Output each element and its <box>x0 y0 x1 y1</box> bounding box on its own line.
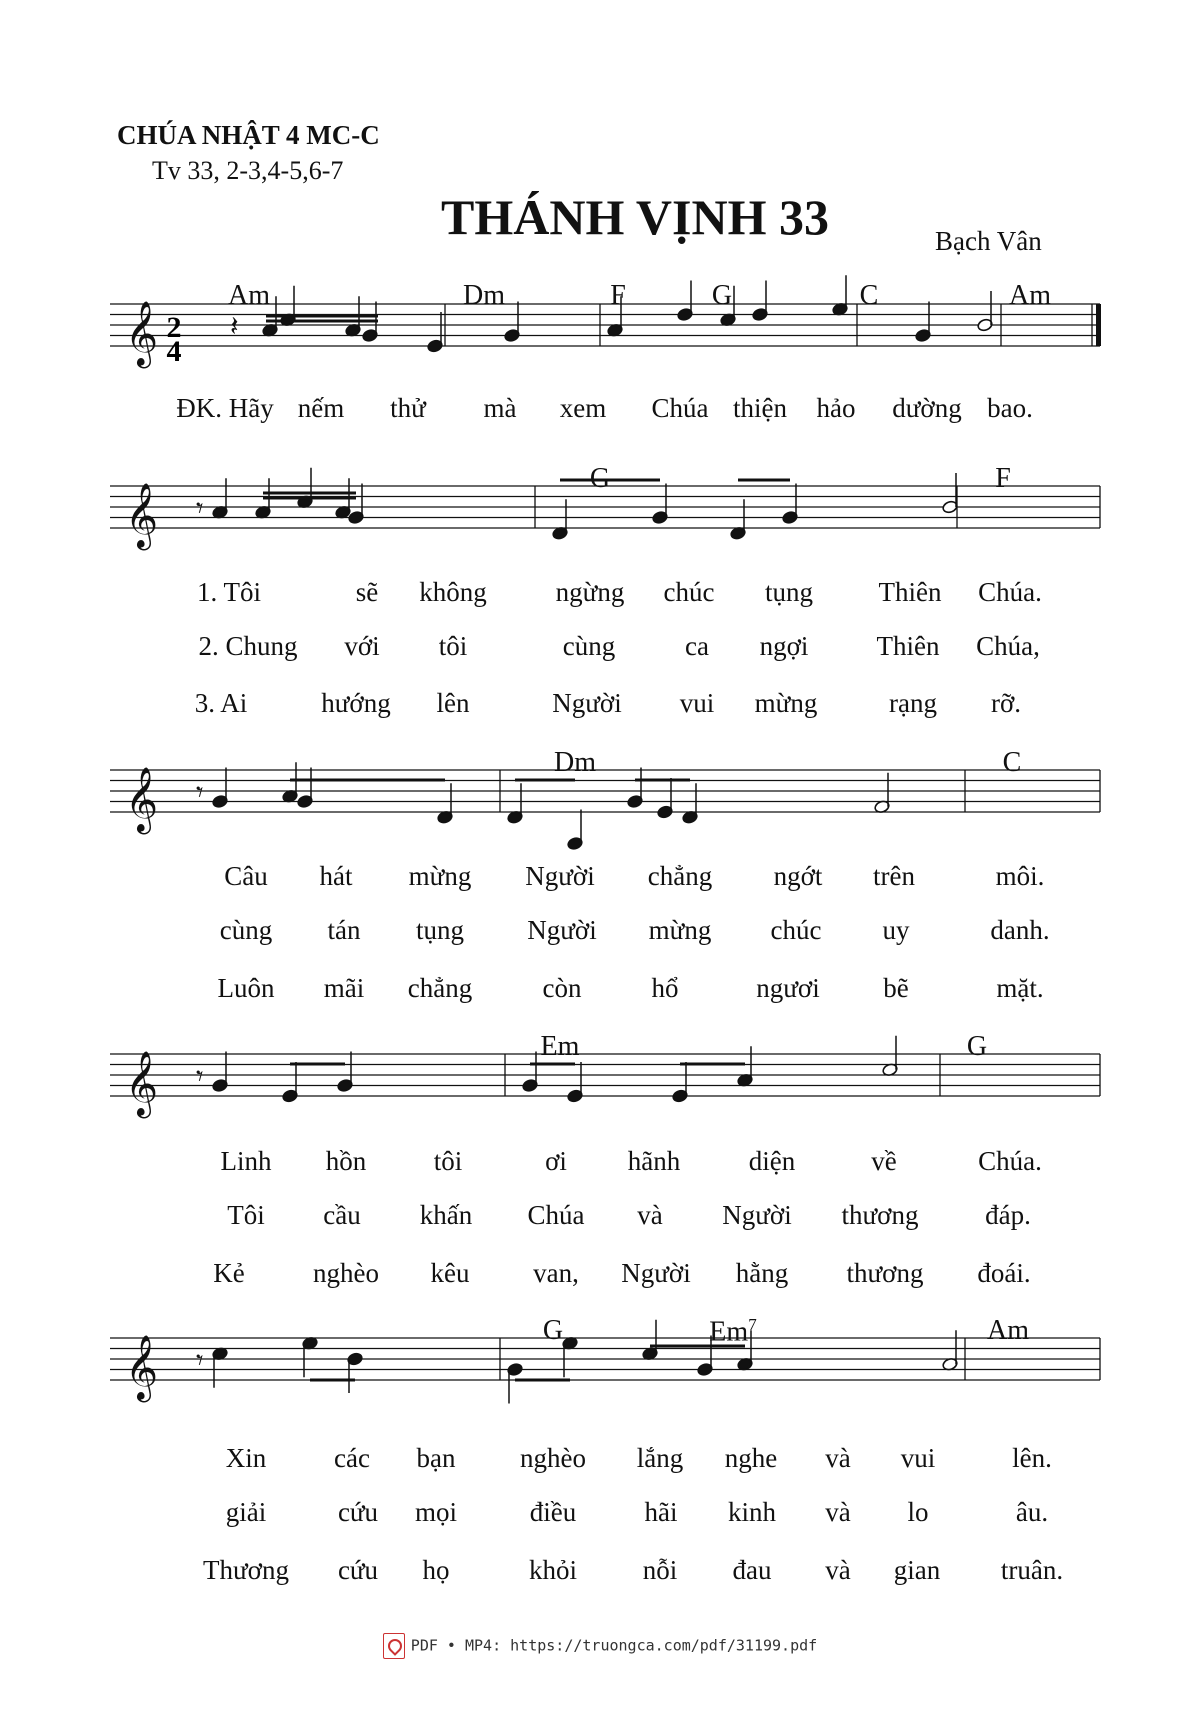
lyric-syllable: tụng <box>764 577 814 607</box>
lyric-syllable: Linh <box>220 1146 272 1176</box>
lyric-syllable: Chúa <box>527 1200 585 1230</box>
lyric-syllable: hãi <box>644 1497 678 1527</box>
lyric-syllable: cứu <box>337 1497 379 1527</box>
treble-clef-icon: 𝄞 <box>125 483 159 548</box>
lyric-syllable: Chúa <box>651 393 709 423</box>
lyric-syllable: ơi <box>545 1146 567 1176</box>
lyric-syllable: Chúa, <box>976 631 1040 661</box>
lyric-syllable: lo <box>907 1497 929 1527</box>
chord-symbol <box>543 1315 563 1347</box>
lyric-syllable: tôi <box>438 631 468 661</box>
lyric-syllable: Người <box>552 688 622 718</box>
chord-label: Am <box>987 1315 1029 1346</box>
lyric-syllable: Chúa. <box>978 577 1042 607</box>
lyric-syllable: mừng <box>408 861 472 891</box>
chord-label: Dm <box>554 747 596 778</box>
treble-clef-icon: 𝄞 <box>125 767 159 832</box>
lyric-syllable: và <box>825 1443 851 1473</box>
final-barline <box>1096 304 1101 346</box>
lyric-syllable: Xin <box>225 1443 267 1473</box>
lyric-syllable: Người <box>621 1258 691 1288</box>
lyric-syllable: bẽ <box>883 973 909 1003</box>
lyric-syllable: gian <box>893 1555 941 1585</box>
lyric-syllable: vui <box>900 1443 936 1473</box>
time-signature <box>167 311 182 368</box>
lyric-syllable: Thiên <box>878 577 942 607</box>
chord-label: G <box>711 280 733 311</box>
chord-symbol <box>995 463 1011 495</box>
rest-icon: 𝄾 <box>196 775 204 809</box>
lyric-syllable: Người <box>722 1200 792 1230</box>
lyric-syllable: âu. <box>1015 1497 1049 1527</box>
lyric-syllable: danh. <box>990 915 1050 945</box>
lyric-syllable: nghèo <box>313 1258 379 1288</box>
lyric-syllable: mừng <box>648 915 712 945</box>
lyric-syllable: 3. Ai <box>194 688 248 718</box>
lyric-syllable: bạn <box>416 1443 456 1473</box>
lyric-syllable: kêu <box>430 1258 470 1288</box>
lyric-syllable: chúc <box>770 915 822 945</box>
pdf-file-icon <box>383 1633 405 1659</box>
lyric-syllable: Thiên <box>876 631 940 661</box>
lyric-syllable: uy <box>882 915 910 945</box>
lyric-syllable: kinh <box>727 1497 777 1527</box>
lyric-syllable: đáp. <box>985 1200 1031 1230</box>
lyric-syllable: rạng <box>889 688 937 718</box>
chord-symbol <box>1009 280 1051 312</box>
footer-text: PDF • MP4: https://truongca.com/pdf/31199.pdf <box>410 1636 818 1655</box>
chord-extension: 7 <box>748 1315 757 1334</box>
lyric-syllable: nếm <box>297 393 345 423</box>
occasion-label: CHÚA NHẬT 4 MC-C <box>117 120 380 150</box>
beam <box>263 480 790 498</box>
lyric-syllable: ngớt <box>773 861 823 891</box>
lyric-syllable: Luôn <box>217 973 275 1003</box>
lyric-syllable: truân. <box>1000 1555 1064 1585</box>
lyric-syllable: ĐK. Hãy <box>176 393 274 423</box>
lyric-syllable: hướng <box>321 688 391 718</box>
lyric-syllable: không <box>419 577 487 607</box>
lyric-syllable: các <box>334 1443 370 1473</box>
lyric-syllable: tôi <box>433 1146 463 1176</box>
lyric-syllable: chẳng <box>647 861 713 891</box>
lyric-syllable: hảo <box>816 393 856 423</box>
lyric-syllable: cầu <box>323 1200 361 1230</box>
lyric-syllable: hát <box>319 861 353 891</box>
chord-label: F <box>995 463 1011 494</box>
lyric-syllable: hổ <box>651 973 679 1003</box>
lyric-syllable: dường <box>892 393 962 423</box>
footer-link[interactable] <box>0 1633 1200 1659</box>
lyric-syllable: hằng <box>735 1258 789 1288</box>
chord-label: Em <box>709 1316 749 1348</box>
chord-symbol <box>1003 747 1022 779</box>
lyric-syllable: và <box>825 1555 851 1585</box>
lyric-syllable: ngợi <box>759 631 809 661</box>
rest-icon: 𝄽 <box>230 309 239 343</box>
lyric-syllable: về <box>871 1146 897 1176</box>
chord-symbol <box>541 1031 580 1063</box>
chord-symbol <box>463 280 505 312</box>
chord-label: G <box>966 1031 988 1062</box>
lyric-syllable: mà <box>483 393 517 423</box>
lyric-syllable: ca <box>685 631 709 661</box>
chord-symbol <box>987 1315 1029 1347</box>
lyric-syllable: cùng <box>219 915 273 945</box>
lyric-syllable: Câu <box>224 861 268 891</box>
lyric-syllable: chúc <box>663 577 715 607</box>
rest-icon: 𝄾 <box>196 1059 204 1093</box>
lyric-syllable: mọi <box>414 1497 458 1527</box>
lyric-syllable: còn <box>542 973 582 1003</box>
lyric-syllable: 2. Chung <box>198 631 298 661</box>
lyric-syllable: lên. <box>1012 1443 1052 1473</box>
lyric-syllable: mặt. <box>996 973 1044 1003</box>
chord-symbol <box>554 747 596 779</box>
chord-label: G <box>542 1315 564 1346</box>
treble-clef-icon: 𝄞 <box>125 301 159 366</box>
lyric-syllable: hãnh <box>627 1146 681 1176</box>
lyric-syllable: vui <box>679 688 715 718</box>
lyric-syllable: lắng <box>636 1443 684 1473</box>
chord-symbol <box>228 280 270 312</box>
lyric-syllable: môi. <box>995 861 1045 891</box>
lyric-syllable: thử <box>390 393 426 423</box>
song-title: THÁNH VỊNH 33 <box>440 189 829 245</box>
chord-symbol <box>610 280 626 312</box>
lyric-syllable: bao. <box>987 393 1033 423</box>
rest-icon: 𝄾 <box>196 1343 204 1377</box>
lyric-syllable: mãi <box>323 973 365 1003</box>
lyric-syllable: van, <box>533 1258 579 1288</box>
lyric-syllable: xem <box>559 393 607 423</box>
lyric-syllable: điều <box>529 1497 577 1527</box>
lyric-syllable: thương <box>846 1258 924 1288</box>
lyric-syllable: thương <box>841 1200 919 1230</box>
chord-label: Em <box>540 1031 580 1062</box>
lyric-syllable: diện <box>748 1146 796 1176</box>
lyric-syllable: tụng <box>415 915 465 945</box>
lyric-syllable: Tôi <box>227 1200 265 1230</box>
chord-label: Am <box>228 280 270 311</box>
chord-symbol <box>709 1315 756 1348</box>
lyric-syllable: mừng <box>754 688 818 718</box>
chord-symbol <box>860 280 879 312</box>
chord-label: Dm <box>463 280 505 311</box>
lyric-syllable: Người <box>525 861 595 891</box>
chord-label: C <box>1002 747 1022 778</box>
lyric-syllable: Chúa. <box>978 1146 1042 1176</box>
lyric-syllable: nỗi <box>642 1555 678 1585</box>
lyric-syllable: đau <box>732 1555 772 1585</box>
lyric-syllable: khấn <box>419 1200 473 1230</box>
lyric-syllable: khỏi <box>528 1555 578 1585</box>
rest-icon: 𝄾 <box>196 491 204 525</box>
lyric-syllable: ngươi <box>756 973 820 1003</box>
lyric-syllable: và <box>637 1200 663 1230</box>
time-signature-bottom: 4 <box>166 335 182 368</box>
treble-clef-icon: 𝄞 <box>125 1335 159 1400</box>
lyric-syllable: họ <box>422 1555 450 1585</box>
lyric-syllable: thiện <box>733 393 787 423</box>
composer-name: Bạch Vân <box>935 226 1042 256</box>
lyric-syllable: giải <box>225 1497 267 1527</box>
lyric-syllable: trên <box>873 861 915 891</box>
chord-symbol <box>590 463 610 495</box>
chord-label: G <box>589 463 611 494</box>
lyric-syllable: nghe <box>724 1443 778 1473</box>
lyric-syllable: tán <box>327 915 361 945</box>
chord-label: F <box>610 280 626 311</box>
lyric-syllable: và <box>825 1497 851 1527</box>
lyric-syllable: với <box>344 631 380 661</box>
lyric-syllable: chẳng <box>407 973 473 1003</box>
treble-clef-icon: 𝄞 <box>125 1051 159 1116</box>
beam <box>310 1346 745 1380</box>
lyric-syllable: 1. Tôi <box>196 577 262 607</box>
lyric-syllable: Kẻ <box>213 1258 245 1288</box>
chord-symbol <box>967 1031 987 1063</box>
lyric-syllable: rỡ. <box>990 688 1022 718</box>
lyric-syllable: cứu <box>337 1555 379 1585</box>
chord-label: Am <box>1009 280 1051 311</box>
lyric-syllable: Thương <box>203 1555 289 1585</box>
lyric-syllable: sẽ <box>355 577 379 607</box>
chord-label: C <box>859 280 879 311</box>
lyric-syllable: lên <box>436 688 470 718</box>
lyric-syllable: hồn <box>325 1146 367 1176</box>
chord-symbol <box>712 280 732 312</box>
time-signature-top: 2 <box>166 311 182 344</box>
lyric-syllable: cùng <box>562 631 616 661</box>
lyric-syllable: ngừng <box>555 577 625 607</box>
lyric-syllable: đoái. <box>977 1258 1031 1288</box>
psalm-reference: Tv 33, 2-3,4-5,6-7 <box>152 156 344 185</box>
lyric-syllable: Người <box>527 915 597 945</box>
lyric-syllable: nghèo <box>520 1443 586 1473</box>
